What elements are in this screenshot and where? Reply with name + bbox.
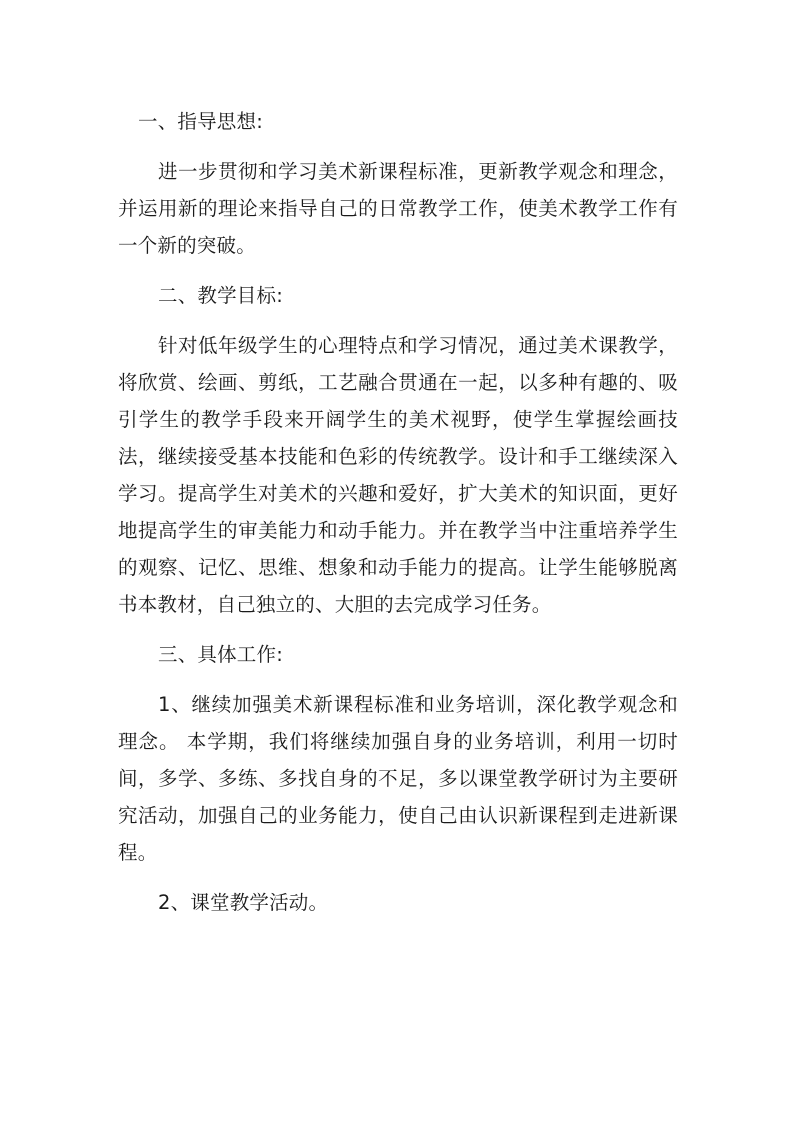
section-heading-specific-work: 三、具体工作: bbox=[158, 643, 283, 666]
section-heading-guiding-thought: 一、指导思想: bbox=[138, 110, 263, 133]
paragraph-teaching-goals: 针对低年级学生的心理特点和学习情况，通过美术课教学，将欣赏、绘画、剪纸，工艺融合贯通在一起，以多种有趣的、吸引学生的教学手段来开阔学生的美术视野，使学生掌握绘画技法，继续接受基本技能和色彩的传统教学。设计和手工继续深入学习。提高学生对美术的兴趣和爱好，扩大美术的知识面，更好地提高学生的审美能力和动手能力。并在教学当中注重培养学生的观察、记忆、思维、想象和动手能力的提高。让学生能够脱离书本教材，自己独立的、大胆的去完成学习任务。 bbox=[118, 334, 678, 616]
paragraph-work-item-1: 1、继续加强美术新课程标准和业务培训，深化教学观念和理念。 本学期，我们将继续加强自身的业务培训，利用一切时间，多学、多练、多找自身的不足，多以课堂教学研讨为主要研究活动，加强自己的业务能力，使自己由认识新课程到走进新课程。 bbox=[118, 693, 678, 864]
paragraph-guiding-thought: 进一步贯彻和学习美术新课程标准，更新教学观念和理念，并运用新的理论来指导自己的日常教学工作，使美术教学工作有一个新的突破。 bbox=[118, 160, 678, 257]
section-heading-teaching-goals: 二、教学目标: bbox=[158, 284, 283, 307]
paragraph-work-item-2: 2、课堂教学活动。 bbox=[158, 891, 329, 914]
document-body bbox=[118, 103, 678, 934]
